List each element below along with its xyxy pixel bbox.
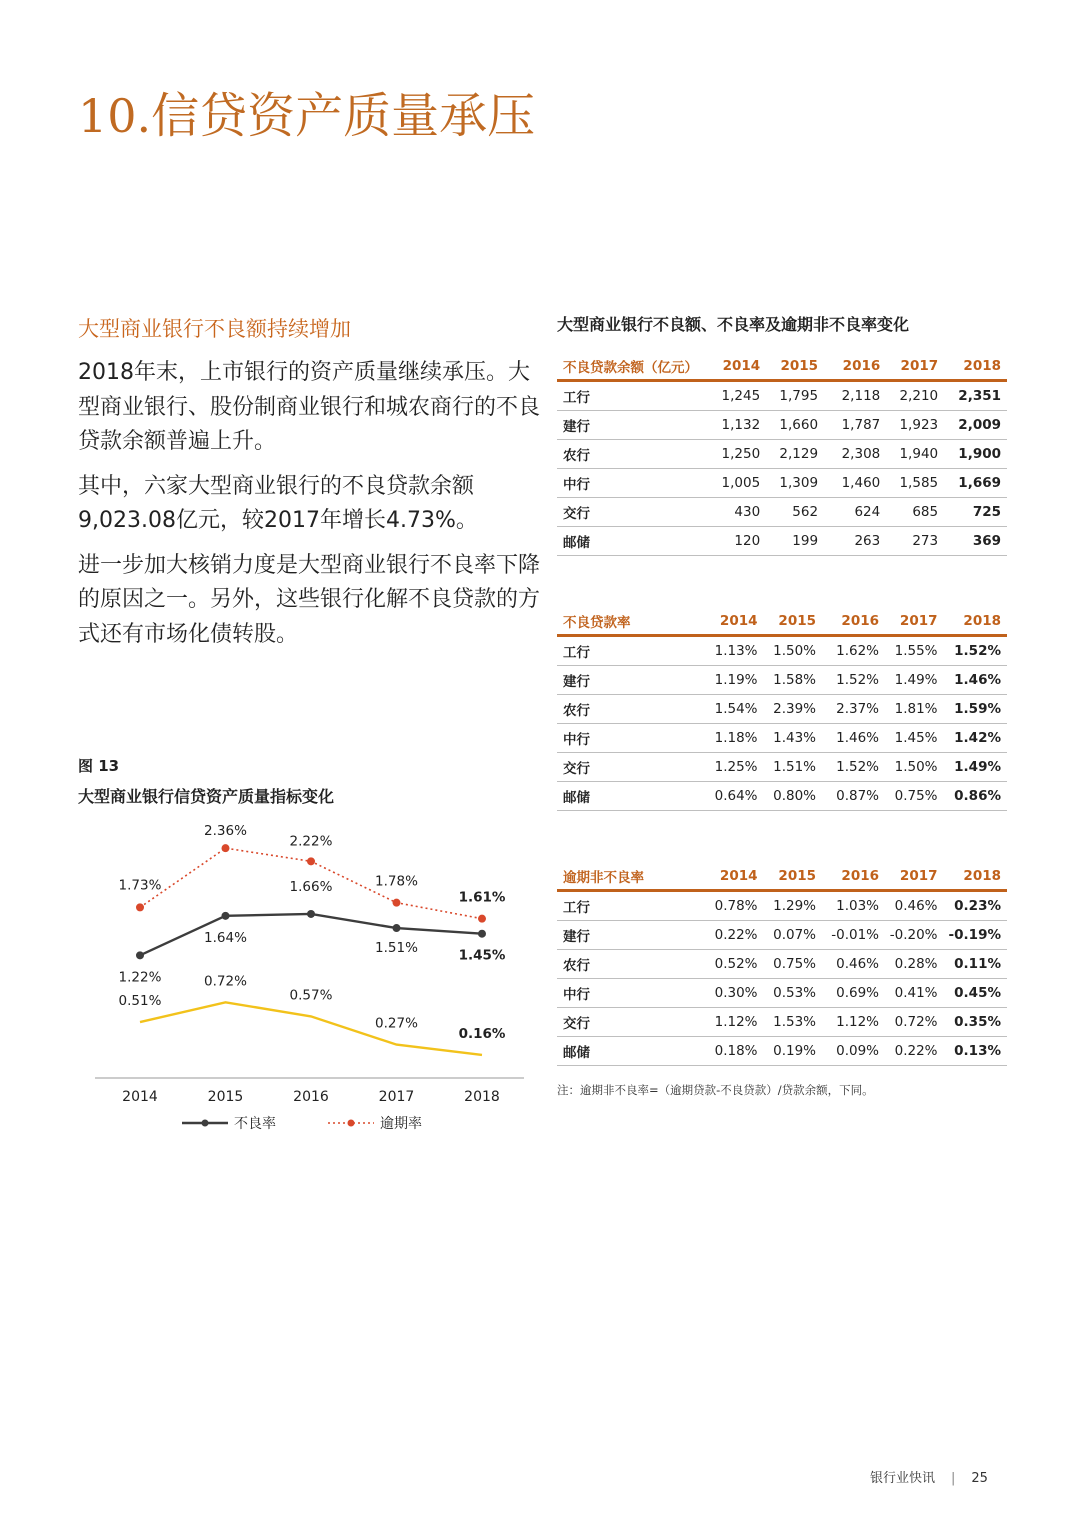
- value-cell: 0.28%: [881, 950, 940, 979]
- table-header-metric: 不良贷款余额（亿元）: [557, 352, 700, 381]
- bank-name-cell: 中行: [557, 979, 697, 1008]
- data-point: [222, 912, 230, 920]
- table-header-row: [557, 862, 1007, 891]
- value-cell: 1.12%: [697, 1008, 760, 1037]
- table-row: [557, 979, 1007, 1008]
- bank-name-cell: 工行: [557, 891, 697, 921]
- value-cell: 0.23%: [940, 891, 1008, 921]
- table-header-metric: 逾期非不良率: [557, 862, 697, 891]
- data-label: 2.22%: [289, 833, 333, 850]
- value-cell: -0.19%: [940, 921, 1008, 950]
- data-label: 0.27%: [375, 1015, 418, 1032]
- line-chart: [90, 815, 540, 1150]
- value-cell: 2,210: [882, 381, 940, 411]
- x-tick-label: 2015: [207, 1089, 244, 1105]
- value-cell: 0.64%: [697, 782, 760, 811]
- bank-name-cell: 农行: [557, 440, 700, 469]
- page-footer: [870, 1467, 988, 1486]
- table-header-year: 2015: [760, 607, 819, 636]
- value-cell: 2.37%: [818, 695, 881, 724]
- bank-name-cell: 交行: [557, 498, 700, 527]
- value-cell: 685: [882, 498, 940, 527]
- table-header-year: 2014: [697, 862, 760, 891]
- value-cell: 0.41%: [881, 979, 940, 1008]
- figure-title: 大型商业银行信贷资产质量指标变化: [78, 787, 335, 806]
- value-cell: 0.19%: [760, 1037, 819, 1066]
- bank-name-cell: 工行: [557, 381, 700, 411]
- value-cell: 0.69%: [818, 979, 881, 1008]
- data-point: [307, 857, 315, 865]
- value-cell: 1.53%: [760, 1008, 819, 1037]
- publication-name: 银行业快讯: [870, 1471, 936, 1486]
- value-cell: 624: [820, 498, 882, 527]
- value-cell: 1.50%: [881, 753, 940, 782]
- value-cell: 2.39%: [760, 695, 819, 724]
- table-header-year: 2018: [940, 862, 1008, 891]
- value-cell: 0.53%: [760, 979, 819, 1008]
- section-title-text: 信贷资产质量承压: [151, 88, 536, 144]
- table-row: [557, 440, 1007, 469]
- value-cell: 2,351: [940, 381, 1007, 411]
- legend-label: 逾期率: [380, 1116, 422, 1132]
- bank-name-cell: 交行: [557, 753, 697, 782]
- value-cell: 1,250: [700, 440, 762, 469]
- data-label: 1.78%: [375, 873, 418, 890]
- value-cell: 1.59%: [940, 695, 1008, 724]
- legend-label: 不良率: [234, 1116, 276, 1132]
- table-row: [557, 891, 1007, 921]
- bank-name-cell: 邮储: [557, 782, 697, 811]
- value-cell: 1.52%: [818, 753, 881, 782]
- paragraph: 进一步加大核销力度是大型商业银行不良率下降的原因之一。另外，这些银行化解不良贷款的方式还有市场化债转股。: [78, 552, 541, 647]
- value-cell: 1,900: [940, 440, 1007, 469]
- overdue-non-npl-table: [557, 862, 1007, 1066]
- value-cell: 1,245: [700, 381, 762, 411]
- table-header-year: 2016: [818, 862, 881, 891]
- table-header-row: [557, 352, 1007, 381]
- data-label: 1.61%: [458, 889, 506, 906]
- series-line-2: [140, 1002, 482, 1055]
- value-cell: 1.19%: [697, 666, 760, 695]
- footer-separator: |: [951, 1471, 956, 1486]
- table-header-year: 2016: [820, 352, 882, 381]
- data-point: [222, 844, 230, 852]
- value-cell: 2,308: [820, 440, 882, 469]
- table-row: [557, 381, 1007, 411]
- x-tick-label: 2014: [122, 1089, 158, 1105]
- data-point: [478, 915, 486, 923]
- value-cell: 0.22%: [881, 1037, 940, 1066]
- section-number: 10.: [78, 89, 152, 143]
- value-cell: 1.45%: [881, 724, 940, 753]
- value-cell: 1.51%: [760, 753, 819, 782]
- bank-name-cell: 邮储: [557, 527, 700, 556]
- value-cell: 725: [940, 498, 1007, 527]
- value-cell: 1.25%: [697, 753, 760, 782]
- value-cell: 1,460: [820, 469, 882, 498]
- data-point: [136, 903, 144, 911]
- value-cell: 1.52%: [940, 636, 1008, 666]
- value-cell: 1.62%: [818, 636, 881, 666]
- value-cell: 0.72%: [881, 1008, 940, 1037]
- value-cell: 0.30%: [697, 979, 760, 1008]
- data-point: [393, 899, 401, 907]
- x-tick-label: 2017: [378, 1089, 415, 1105]
- value-cell: 1.46%: [818, 724, 881, 753]
- data-label: 0.51%: [118, 993, 162, 1010]
- value-cell: 0.11%: [940, 950, 1008, 979]
- value-cell: 430: [700, 498, 762, 527]
- value-cell: 1.52%: [818, 666, 881, 695]
- bank-name-cell: 农行: [557, 950, 697, 979]
- value-cell: 0.35%: [940, 1008, 1008, 1037]
- data-point: [393, 924, 401, 932]
- data-label: 1.66%: [289, 878, 333, 895]
- value-cell: 0.75%: [881, 782, 940, 811]
- value-cell: 1.43%: [760, 724, 819, 753]
- value-cell: 0.78%: [697, 891, 760, 921]
- bank-name-cell: 工行: [557, 636, 697, 666]
- value-cell: 1.49%: [940, 753, 1008, 782]
- bank-name-cell: 中行: [557, 469, 700, 498]
- x-tick-label: 2018: [464, 1089, 500, 1105]
- bank-name-cell: 农行: [557, 695, 697, 724]
- npl-ratio-table: [557, 607, 1007, 811]
- value-cell: 1.54%: [697, 695, 760, 724]
- value-cell: 1,669: [940, 469, 1007, 498]
- value-cell: -0.20%: [881, 921, 940, 950]
- value-cell: 2,009: [940, 411, 1007, 440]
- table-row: [557, 921, 1007, 950]
- x-tick-label: 2016: [293, 1089, 329, 1105]
- table-row: [557, 950, 1007, 979]
- value-cell: 0.52%: [697, 950, 760, 979]
- data-point: [307, 910, 315, 918]
- value-cell: 2,118: [820, 381, 882, 411]
- data-label: 0.16%: [458, 1025, 506, 1042]
- value-cell: 1.42%: [940, 724, 1008, 753]
- data-label: 1.51%: [375, 940, 418, 957]
- value-cell: 0.87%: [818, 782, 881, 811]
- table-header-year: 2014: [697, 607, 760, 636]
- subheading: 大型商业银行不良额持续增加: [78, 317, 351, 341]
- data-point: [478, 930, 486, 938]
- value-cell: 1.29%: [760, 891, 819, 921]
- table-row: [557, 782, 1007, 811]
- bank-name-cell: 中行: [557, 724, 697, 753]
- value-cell: 1.81%: [881, 695, 940, 724]
- value-cell: -0.01%: [818, 921, 881, 950]
- value-cell: 369: [940, 527, 1007, 556]
- data-point: [136, 951, 144, 959]
- table-row: [557, 753, 1007, 782]
- legend-marker: [348, 1120, 355, 1127]
- value-cell: 1,132: [700, 411, 762, 440]
- legend-marker: [202, 1120, 209, 1127]
- table-header-year: 2017: [882, 352, 940, 381]
- value-cell: 1.12%: [818, 1008, 881, 1037]
- table-row: [557, 636, 1007, 666]
- value-cell: 1,923: [882, 411, 940, 440]
- value-cell: 1,660: [762, 411, 820, 440]
- data-label: 2.36%: [204, 823, 247, 840]
- section-title: [78, 88, 536, 144]
- value-cell: 1,940: [882, 440, 940, 469]
- value-cell: 199: [762, 527, 820, 556]
- npl-balance-table: [557, 352, 1007, 556]
- table-header-year: 2015: [762, 352, 820, 381]
- value-cell: 2,129: [762, 440, 820, 469]
- value-cell: 0.13%: [940, 1037, 1008, 1066]
- value-cell: 0.22%: [697, 921, 760, 950]
- figure-label: 图 13: [78, 757, 120, 775]
- value-cell: 0.18%: [697, 1037, 760, 1066]
- series-line-0: [140, 914, 482, 955]
- value-cell: 1.49%: [881, 666, 940, 695]
- bank-name-cell: 建行: [557, 666, 697, 695]
- value-cell: 1.55%: [881, 636, 940, 666]
- value-cell: 0.07%: [760, 921, 819, 950]
- value-cell: 0.75%: [760, 950, 819, 979]
- table-row: [557, 1037, 1007, 1066]
- table-row: [557, 666, 1007, 695]
- value-cell: 120: [700, 527, 762, 556]
- paragraph: 其中，六家大型商业银行的不良贷款余额9,023.08亿元，较2017年增长4.73%。: [78, 473, 478, 533]
- table-header-metric: 不良贷款率: [557, 607, 697, 636]
- data-label: 1.64%: [204, 929, 247, 946]
- bank-name-cell: 邮储: [557, 1037, 697, 1066]
- bank-name-cell: 建行: [557, 411, 700, 440]
- value-cell: 1.50%: [760, 636, 819, 666]
- value-cell: 0.46%: [881, 891, 940, 921]
- value-cell: 0.80%: [760, 782, 819, 811]
- table-note: 注：逾期非不良率=（逾期贷款-不良贷款）/贷款余额，下同。: [557, 1083, 874, 1097]
- value-cell: 1.13%: [697, 636, 760, 666]
- page-number: 25: [971, 1471, 988, 1486]
- paragraph: 2018年末，上市银行的资产质量继续承压。大型商业银行、股份制商业银行和城农商行的不良贷款余额普遍上升。: [78, 360, 541, 454]
- value-cell: 1,585: [882, 469, 940, 498]
- table-row: [557, 1008, 1007, 1037]
- table-title: 大型商业银行不良额、不良率及逾期非不良率变化: [557, 315, 910, 334]
- table-row: [557, 695, 1007, 724]
- data-label: 1.22%: [118, 969, 162, 986]
- table-header-year: 2015: [760, 862, 819, 891]
- table-header-year: 2014: [700, 352, 762, 381]
- table-header-year: 2017: [881, 607, 940, 636]
- value-cell: 1,795: [762, 381, 820, 411]
- table-header-year: 2018: [940, 607, 1008, 636]
- value-cell: 0.45%: [940, 979, 1008, 1008]
- table-row: [557, 498, 1007, 527]
- data-label: 0.72%: [204, 973, 247, 990]
- table-row: [557, 411, 1007, 440]
- bank-name-cell: 建行: [557, 921, 697, 950]
- table-header-row: [557, 607, 1007, 636]
- value-cell: 1.18%: [697, 724, 760, 753]
- table-row: [557, 527, 1007, 556]
- table-row: [557, 469, 1007, 498]
- data-label: 0.57%: [289, 987, 333, 1004]
- table-header-year: 2018: [940, 352, 1007, 381]
- value-cell: 1.58%: [760, 666, 819, 695]
- data-label: 1.73%: [118, 877, 162, 894]
- value-cell: 0.09%: [818, 1037, 881, 1066]
- value-cell: 562: [762, 498, 820, 527]
- value-cell: 273: [882, 527, 940, 556]
- table-header-year: 2016: [818, 607, 881, 636]
- value-cell: 1,309: [762, 469, 820, 498]
- bank-name-cell: 交行: [557, 1008, 697, 1037]
- table-header-year: 2017: [881, 862, 940, 891]
- table-row: [557, 724, 1007, 753]
- value-cell: 0.46%: [818, 950, 881, 979]
- value-cell: 1,787: [820, 411, 882, 440]
- value-cell: 0.86%: [940, 782, 1008, 811]
- value-cell: 1.46%: [940, 666, 1008, 695]
- body-text: [78, 356, 540, 662]
- data-label: 1.45%: [458, 947, 506, 964]
- value-cell: 1,005: [700, 469, 762, 498]
- value-cell: 1.03%: [818, 891, 881, 921]
- value-cell: 263: [820, 527, 882, 556]
